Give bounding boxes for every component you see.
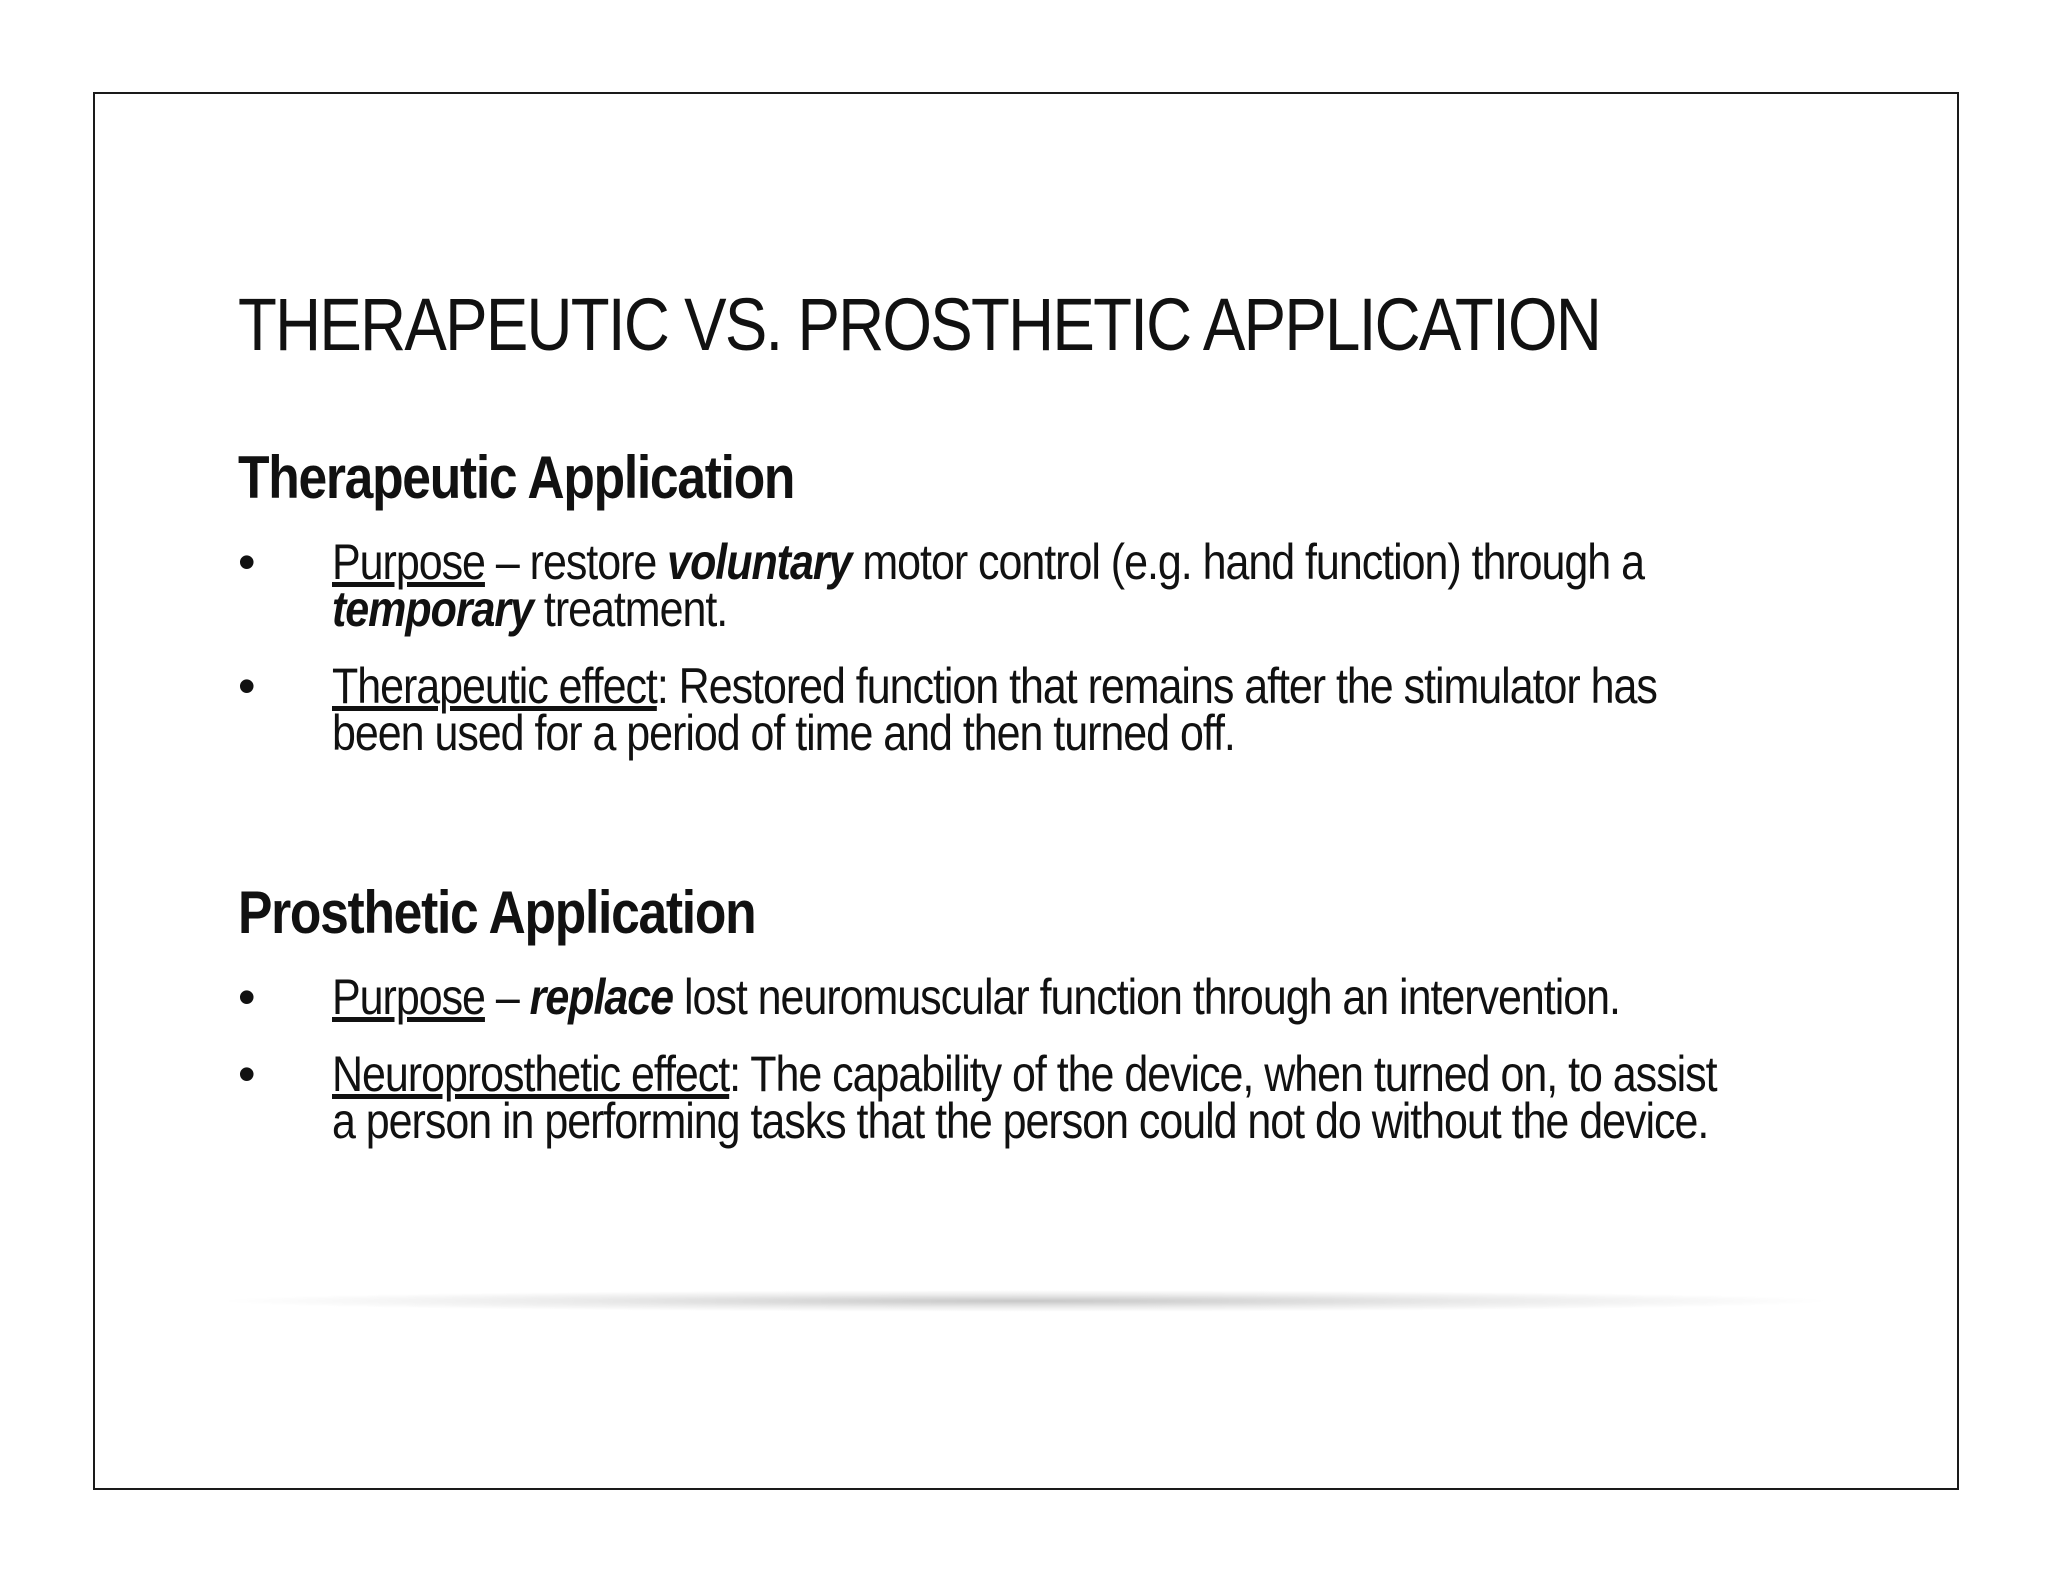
emphasis-text: voluntary xyxy=(667,534,852,590)
therapeutic-section xyxy=(238,445,1798,787)
term-label: Purpose xyxy=(332,534,485,590)
text-segment: : The capability of the device, when turned on, to assist a person in performing tasks that the person could not do without the device. xyxy=(332,1046,1717,1149)
bullet-icon: • xyxy=(238,658,255,714)
text-segment: – restore xyxy=(484,534,668,590)
bullet-icon: • xyxy=(238,969,255,1025)
bullet-text xyxy=(332,534,1725,637)
bullet-text xyxy=(332,1046,1725,1149)
text-segment: lost neuromuscular function through an intervention. xyxy=(673,969,1620,1025)
list-item xyxy=(238,969,1798,1025)
divider-shadow xyxy=(210,1290,1840,1312)
text-segment: treatment. xyxy=(533,581,728,637)
bullet-icon: • xyxy=(238,1046,255,1102)
term-label: Purpose xyxy=(332,969,485,1025)
list-item xyxy=(238,534,1798,637)
term-label: Neuroprosthetic effect xyxy=(332,1046,730,1102)
bullet-text xyxy=(332,969,1725,1025)
text-segment: – xyxy=(484,969,530,1025)
emphasis-text: temporary xyxy=(332,581,534,637)
term-label: Therapeutic effect xyxy=(332,658,657,714)
bullet-text xyxy=(332,658,1725,761)
bullet-icon: • xyxy=(238,534,255,590)
prosthetic-heading: Prosthetic Application xyxy=(238,879,756,946)
slide-title: THERAPEUTIC VS. PROSTHETIC APPLICATION xyxy=(238,283,1601,366)
emphasis-text: replace xyxy=(529,969,674,1025)
prosthetic-section xyxy=(238,880,1798,1175)
list-item xyxy=(238,658,1798,761)
list-item xyxy=(238,1046,1798,1149)
text-segment: motor control (e.g. hand function) through a xyxy=(851,534,1644,590)
text-segment: : Restored function that remains after the stimulator has been used for a period of time and then turned off. xyxy=(332,658,1657,761)
therapeutic-heading: Therapeutic Application xyxy=(238,444,795,511)
